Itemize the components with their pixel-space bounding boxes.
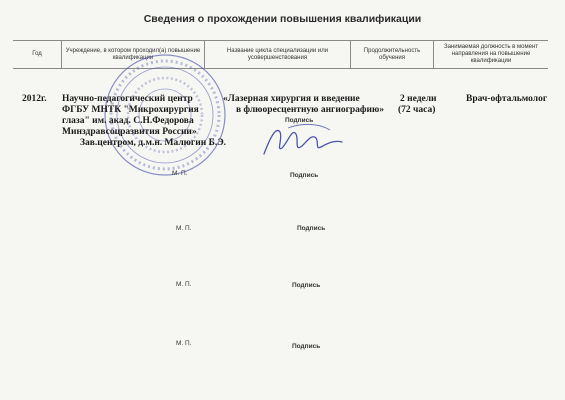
column-duration: Продолжительность обучения (363, 47, 421, 61)
institution-line: ФГБУ МНТК "Микрохирургия (62, 105, 199, 115)
column-institution: Учреждение, в котором проходил(а) повышение квалификации (65, 47, 201, 61)
signature-label: Подпись (292, 282, 321, 289)
institution-line: глаза" им. акад. С.Н.Федорова (62, 116, 194, 126)
cycle-line: в флюоресцентную ангиографию» (236, 105, 384, 115)
signature-label: Подпись (290, 172, 319, 179)
mp-label: М. П. (172, 170, 188, 177)
handwritten-signature (258, 118, 353, 163)
cycle-line: «Лазерная хирургия и введение (223, 94, 360, 104)
page-title: Сведения о прохождении повышения квалификации (143, 13, 422, 25)
institution-line: Минздравсоцразвития России» (62, 127, 197, 137)
institution-line: Научно-педагогический центр (62, 94, 193, 104)
column-position: Занимаемая должность в момент направления на повышение квалификации (443, 44, 539, 64)
mp-label: М. П. (176, 340, 192, 347)
institution-line: Зав.центром, д.м.н. Малюгин Б.Э. (80, 138, 227, 148)
signature-label: Подпись (285, 117, 314, 124)
duration-line: (72 часа) (398, 105, 436, 115)
signature-label: Подпись (297, 225, 326, 232)
signature-label: Подпись (292, 343, 321, 350)
record-position: Врач-офтальмолог (466, 94, 548, 104)
column-cycle: Название цикла специализации или усовершенствования (226, 47, 329, 61)
duration-line: 2 недели (400, 94, 437, 104)
mp-label: М. П. (176, 225, 192, 232)
mp-label: М. П. (176, 281, 192, 288)
column-year: Год (32, 51, 42, 57)
table-header (13, 40, 548, 69)
record-year: 2012г. (22, 94, 47, 104)
